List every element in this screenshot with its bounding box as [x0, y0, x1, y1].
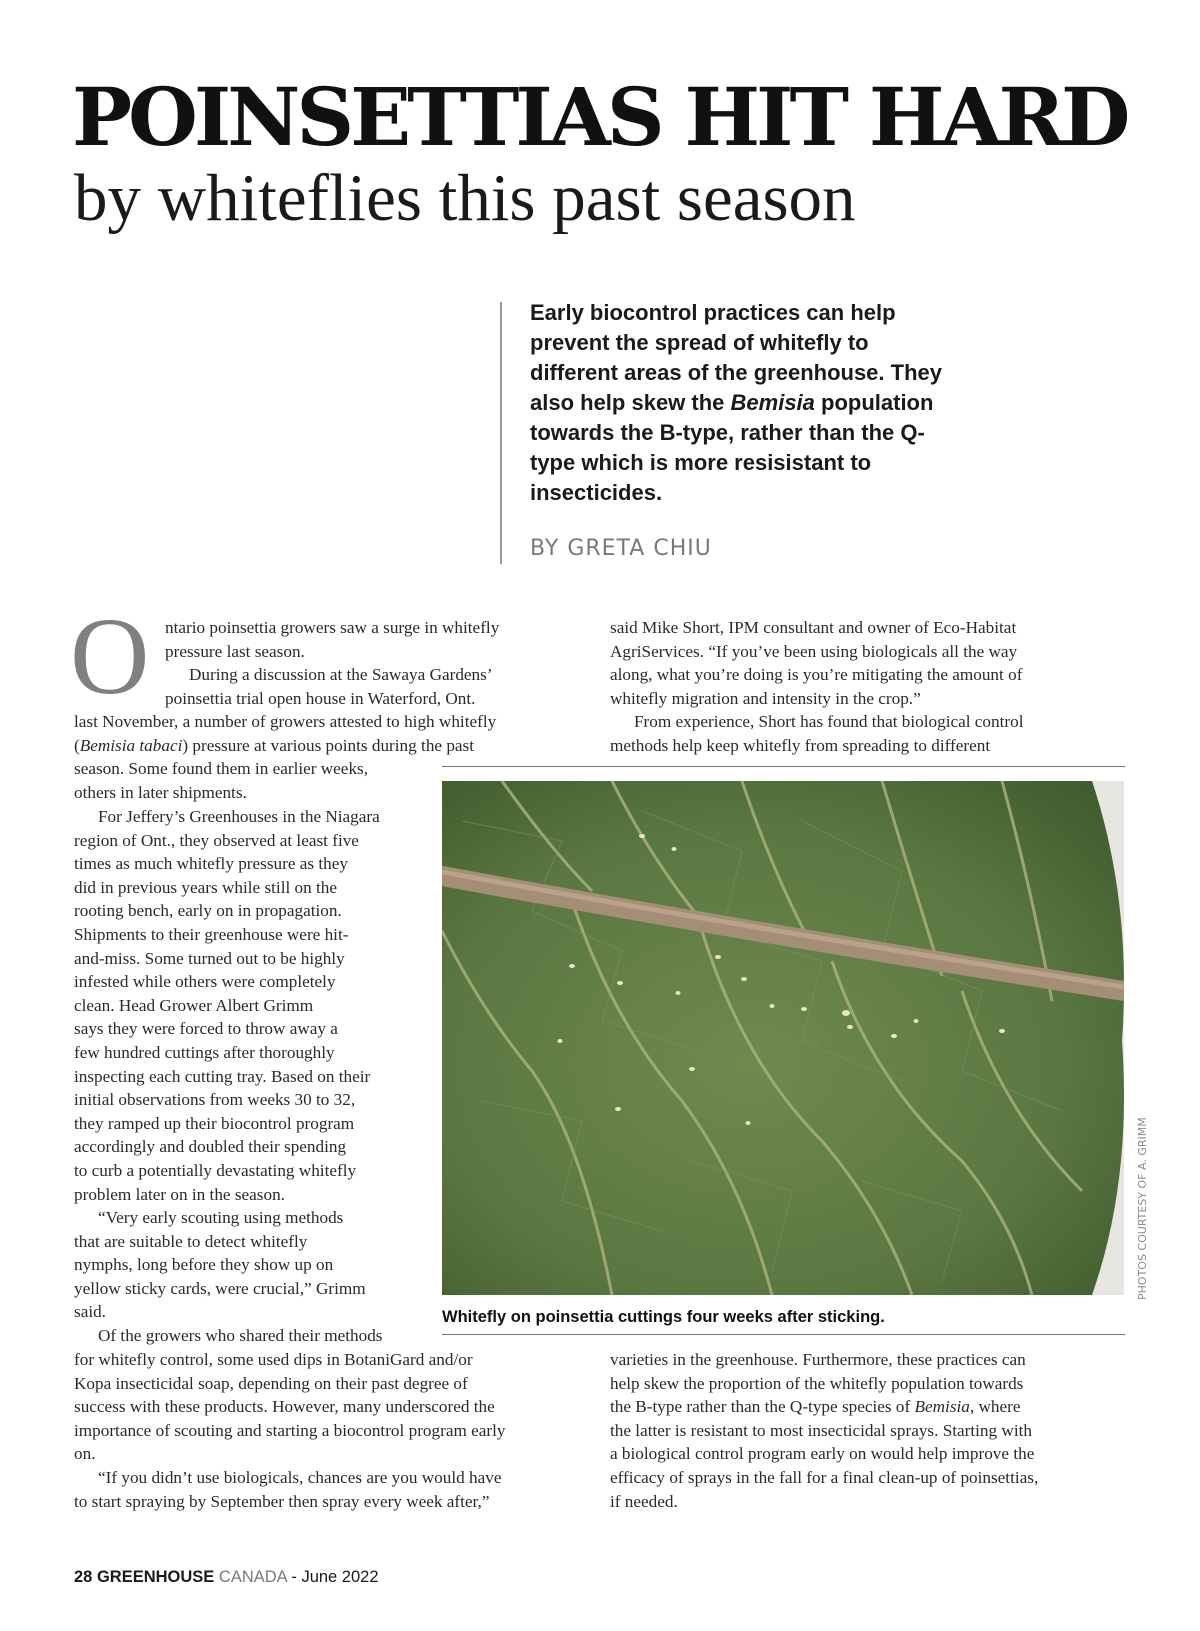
body-line: [610, 1395, 1120, 1419]
body-line: inspecting each cutting tray. Based on their: [74, 1066, 371, 1086]
genus-name: Bemisia: [914, 1397, 970, 1417]
publication-name: GREENHOUSE: [96, 1568, 215, 1586]
body-line: AgriServices. “If you’ve been using biologicals all the way: [610, 641, 1018, 661]
body-line-part: (: [74, 735, 80, 755]
body-line: yellow sticky cards, were crucial,” Grimm: [74, 1278, 366, 1298]
deck-text-2: population towards the B-type, rather than the Q-type which is more resisistant to insecticides.: [530, 390, 934, 505]
photo-top-rule: [442, 766, 1125, 767]
body-line: that are suitable to detect whitefly: [74, 1231, 308, 1251]
body-line-part: , where: [969, 1397, 1021, 1417]
body-line: Kopa insecticidal soap, depending on their past degree of: [74, 1373, 468, 1393]
body-line-part: ) pressure at various points during the past: [182, 735, 475, 755]
body-line: season. Some found them in earlier weeks,: [74, 759, 369, 779]
body-line: “If you didn’t use biologicals, chances are you would have: [98, 1467, 502, 1487]
publication-name-suffix: CANADA: [218, 1568, 287, 1586]
page-number: 28: [74, 1568, 93, 1586]
body-line: varieties in the greenhouse. Furthermore, these practices can: [610, 1350, 1026, 1369]
body-line: last November, a number of growers attested to high whitefly: [74, 712, 497, 731]
page-footer: [74, 1568, 379, 1587]
body-line: a biological control program early on would help improve the: [610, 1444, 1035, 1464]
deck-divider: [500, 302, 502, 564]
body-line: if needed.: [610, 1491, 678, 1511]
body-line: “Very early scouting using methods: [98, 1208, 344, 1228]
body-line: says they were forced to throw away a: [74, 1019, 338, 1039]
body-line: they ramped up their biocontrol program: [74, 1113, 355, 1133]
body-line: Shipments to their greenhouse were hit-: [74, 924, 349, 944]
body-line-part: the B-type rather than the Q-type species of: [610, 1397, 915, 1417]
body-line: others in later shipments.: [74, 782, 247, 802]
photo-bottom-rule: [442, 1334, 1125, 1335]
subheadline: by whiteflies this past season: [74, 161, 856, 235]
body-line: whitefly migration and intensity in the crop.”: [610, 688, 921, 708]
whitefly-leaf-photo: [442, 781, 1124, 1295]
article-column-2-bottom: [610, 1348, 1120, 1513]
byline: BY GRETA CHIU: [530, 536, 712, 561]
body-line: Of the growers who shared their methods: [98, 1326, 383, 1346]
article-column-1-bottom: [74, 1348, 584, 1513]
body-line: importance of scouting and starting a biocontrol program early: [74, 1420, 506, 1440]
body-line: From experience, Short has found that biological control: [634, 712, 1024, 732]
body-line: ntario poinsettia growers saw a surge in whitefly: [165, 618, 500, 637]
body-line: rooting bench, early on in propagation.: [74, 901, 342, 921]
body-line: poinsettia trial open house in Waterford, Ont.: [165, 688, 476, 708]
article-column-2: [610, 616, 1120, 758]
body-line: help skew the proportion of the whitefly population towards: [610, 1373, 1024, 1393]
body-line: to curb a potentially devastating whitefly: [74, 1160, 357, 1180]
body-line: on.: [74, 1444, 96, 1464]
issue-date: - June 2022: [291, 1568, 379, 1586]
body-line: [74, 734, 574, 758]
deck-emphasis: Bemisia: [730, 390, 815, 415]
body-line: efficacy of sprays in the fall for a final clean-up of poinsettias,: [610, 1467, 1039, 1487]
photo-caption: Whitefly on poinsettia cuttings four weeks after sticking.: [442, 1308, 885, 1326]
body-line: said.: [74, 1302, 106, 1322]
body-line: region of Ont., they observed at least five: [74, 830, 359, 850]
body-line: the latter is resistant to most insecticidal sprays. Starting with: [610, 1420, 1032, 1440]
body-line: did in previous years while still on the: [74, 877, 338, 897]
body-line: accordingly and doubled their spending: [74, 1137, 347, 1157]
body-line: for whitefly control, some used dips in BotaniGard and/or: [74, 1350, 473, 1369]
deck-summary: [530, 298, 950, 508]
body-line: problem later on in the season.: [74, 1184, 285, 1204]
headline: POINSETTIAS HIT HARD: [72, 70, 1127, 164]
article-lead: [165, 616, 575, 710]
body-line: times as much whitefly pressure as they: [74, 854, 348, 874]
body-line: and-miss. Some turned out to be highly: [74, 948, 345, 968]
body-line: methods help keep whitefly from spreading to different: [610, 735, 991, 755]
body-line: along, what you’re doing is you’re mitigating the amount of: [610, 665, 1023, 685]
body-line: infested while others were completely: [74, 972, 336, 992]
body-line: success with these products. However, many underscored the: [74, 1397, 495, 1417]
body-line: nymphs, long before they show up on: [74, 1255, 334, 1275]
photo-credit: PHOTOS COURTESY OF A. GRIMM: [1136, 1117, 1149, 1300]
deck-text-1: Early biocontrol practices can help prevent the spread of whitefly to different areas of the greenhouse. They also help skew the: [530, 300, 942, 415]
body-line: During a discussion at the Sawaya Gardens’: [189, 665, 493, 685]
body-line: to start spraying by September then spray every week after,”: [74, 1491, 490, 1511]
body-line: clean. Head Grower Albert Grimm: [74, 995, 314, 1015]
body-line: For Jeffery’s Greenhouses in the Niagara: [98, 807, 380, 826]
body-line: pressure last season.: [165, 641, 305, 661]
leaf-illustration: [442, 781, 1124, 1295]
body-line: initial observations from weeks 30 to 32,: [74, 1090, 356, 1110]
article-column-1-wrap: [74, 805, 412, 1348]
body-line: said Mike Short, IPM consultant and owner of Eco-Habitat: [610, 618, 1017, 637]
drop-cap: O: [70, 595, 150, 717]
species-name: Bemisia tabaci: [79, 735, 183, 755]
body-line: few hundred cuttings after thoroughly: [74, 1042, 335, 1062]
